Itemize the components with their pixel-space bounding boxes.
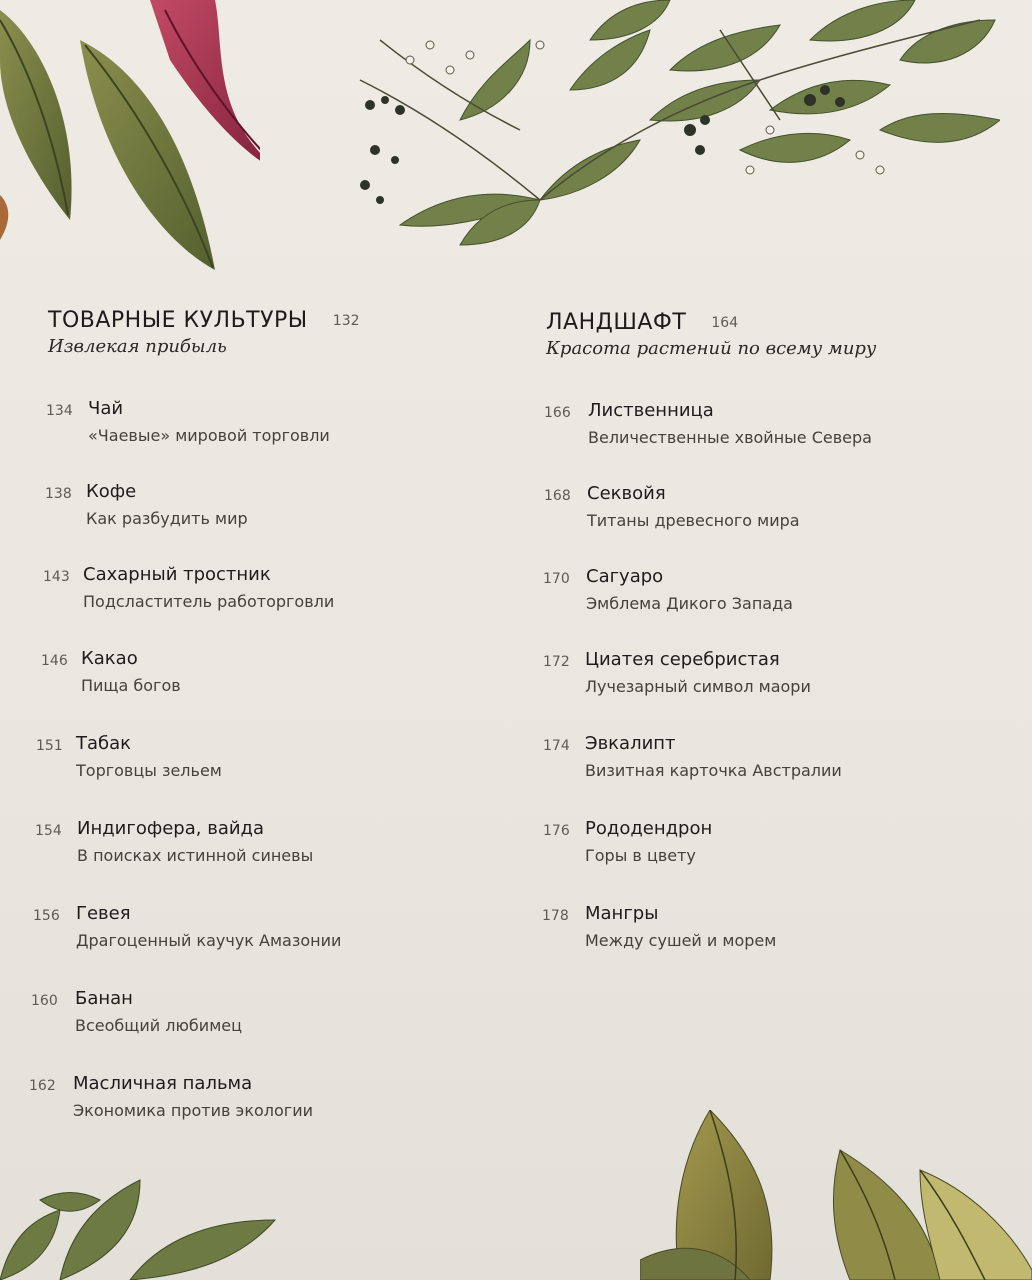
entry-title: Мангры	[585, 903, 659, 924]
entry-subtitle: «Чаевые» мировой торговли	[88, 426, 330, 445]
entry-subtitle: Величественные хвойные Севера	[588, 428, 872, 447]
section-page-number: 164	[711, 315, 739, 331]
entry-page-number: 162	[29, 1078, 56, 1094]
entry-subtitle: Подсластитель работорговли	[83, 592, 335, 611]
cocoa-illustration	[0, 0, 260, 290]
entry-title: Табак	[76, 733, 132, 754]
entry-subtitle: Как разбудить мир	[86, 509, 248, 528]
entry-title: Масличная пальма	[73, 1073, 253, 1094]
entry-page-number: 154	[35, 823, 62, 839]
entry-subtitle: Драгоценный каучук Амазонии	[76, 931, 342, 950]
entry-subtitle: Между сушей и морем	[585, 931, 777, 950]
entry-page-number: 170	[543, 571, 570, 587]
entry-page-number: 176	[543, 823, 570, 839]
entry-title: Гевея	[76, 903, 131, 924]
entry-subtitle: Горы в цвету	[585, 846, 696, 865]
section-page-number: 132	[332, 313, 360, 329]
entry-title: Секвойя	[587, 483, 666, 504]
entry-page-number: 166	[544, 405, 571, 421]
entry-subtitle: Торговцы зельем	[76, 761, 222, 780]
entry-title: Лиственница	[588, 400, 714, 421]
entry-title: Сагуаро	[586, 566, 664, 587]
entry-page-number: 138	[45, 486, 72, 502]
entry-subtitle: Всеобщий любимец	[75, 1016, 242, 1035]
entry-title: Чай	[88, 398, 124, 419]
entry-title: Индигофера, вайда	[77, 818, 265, 839]
bottom-right-leaves-illustration	[640, 1110, 1032, 1280]
entry-title: Банан	[75, 988, 133, 1009]
entry-title: Циатея серебристая	[585, 649, 780, 670]
entry-subtitle: Эмблема Дикого Запада	[586, 594, 793, 613]
entry-page-number: 168	[544, 488, 571, 504]
section-title: ТОВАРНЫЕ КУЛЬТУРЫ	[48, 308, 308, 333]
section-subtitle: Красота растений по всему миру	[546, 338, 877, 359]
section-header-landscape	[546, 310, 876, 359]
entry-subtitle: Экономика против экологии	[73, 1101, 313, 1120]
entry-title: Какао	[81, 648, 138, 669]
entry-title: Кофе	[86, 481, 137, 502]
entry-title: Рододендрон	[585, 818, 713, 839]
entry-title: Эвкалипт	[585, 733, 676, 754]
entry-subtitle: В поисках истинной синевы	[77, 846, 314, 865]
entry-title: Сахарный тростник	[83, 564, 271, 585]
berry-branch-illustration	[340, 0, 1000, 250]
entry-subtitle: Визитная карточка Австралии	[585, 761, 842, 780]
entry-subtitle: Пища богов	[81, 676, 181, 695]
entry-subtitle: Титаны древесного мира	[587, 511, 800, 530]
entry-page-number: 160	[31, 993, 58, 1009]
entry-page-number: 151	[36, 738, 63, 754]
section-subtitle: Извлекая прибыль	[48, 336, 227, 357]
section-header-cash-crops	[48, 308, 360, 357]
entry-page-number: 156	[33, 908, 60, 924]
entry-subtitle: Лучезарный символ маори	[585, 677, 811, 696]
bottom-left-leaves-illustration	[0, 1160, 290, 1280]
entry-page-number: 178	[542, 908, 569, 924]
section-title: ЛАНДШАФТ	[546, 310, 687, 335]
entry-page-number: 172	[543, 654, 570, 670]
entry-page-number: 143	[43, 569, 70, 585]
entry-page-number: 134	[46, 403, 73, 419]
entry-page-number: 146	[41, 653, 68, 669]
entry-page-number: 174	[543, 738, 570, 754]
